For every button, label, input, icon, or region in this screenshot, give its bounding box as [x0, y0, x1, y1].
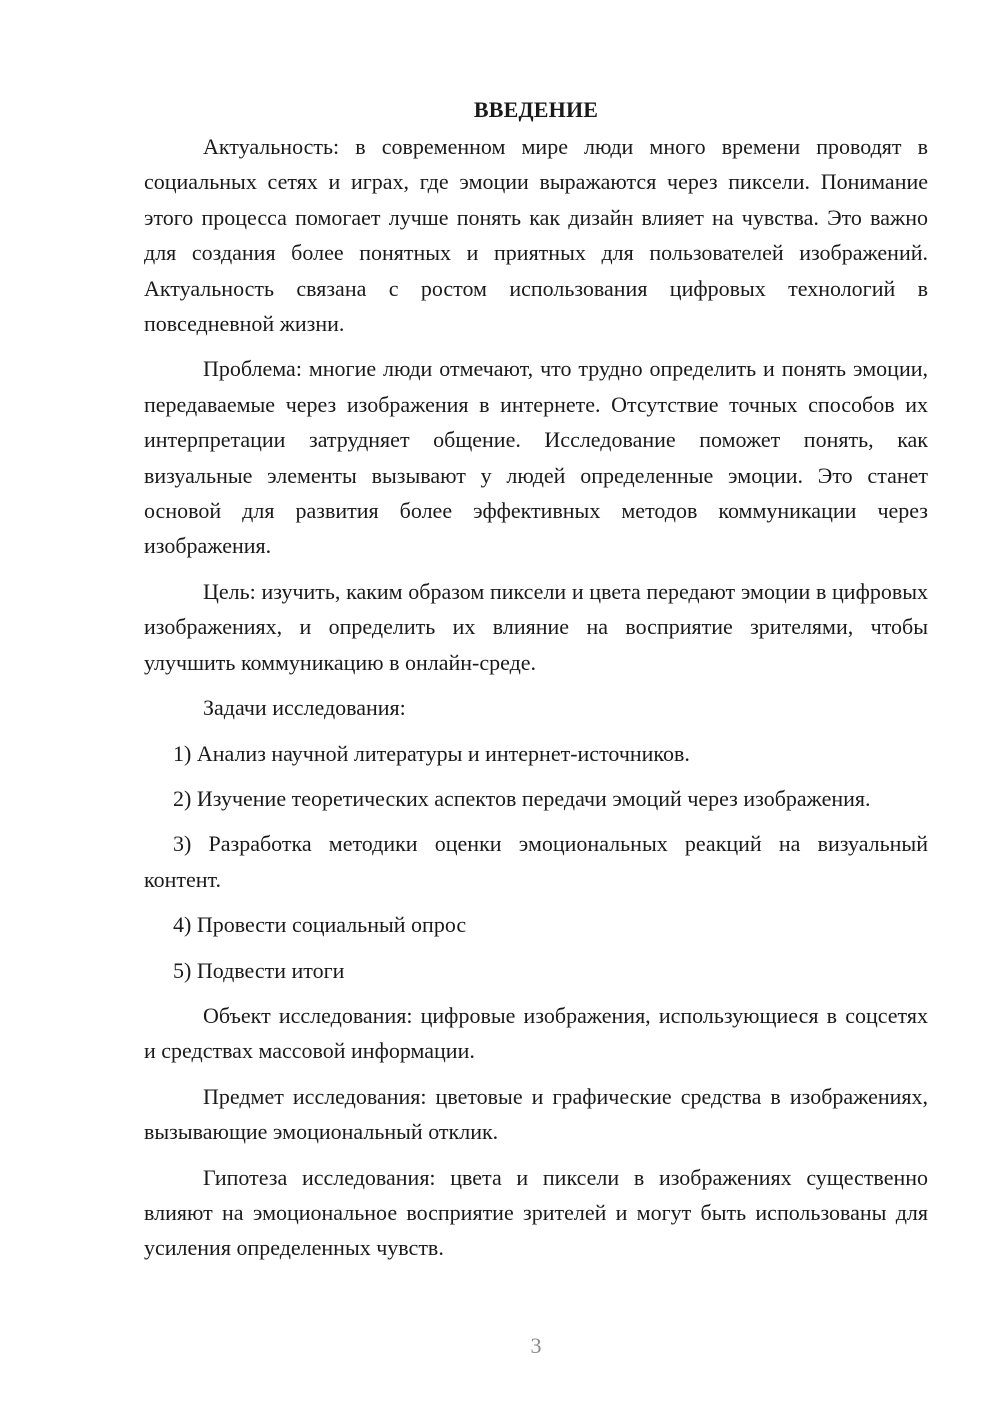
- task-item-4: 4) Провести социальный опрос: [173, 912, 467, 938]
- document-page: [144, 92, 928, 1276]
- section-title: ВВЕДЕНИЕ: [473, 97, 599, 122]
- problem-paragraph: Проблема: многие люди отмечают, что трудно определить и понять эмоции, передаваемые через изображения в интернете. Отсутствие точных способов их интерпретации затрудняет общение. Исследование поможет понять, как визуальные элементы вызывают у людей определенные эмоции. Это станет основой для развития более эффективных методов коммуникации через изображения.: [144, 356, 928, 559]
- tasks-heading: Задачи исследования:: [203, 695, 406, 721]
- task-item-1: 1) Анализ научной литературы и интернет-источников.: [173, 740, 690, 766]
- task-item-5: 5) Подвести итоги: [173, 957, 345, 983]
- goal-paragraph: Цель: изучить, каким образом пиксели и цвета передают эмоции в цифровых изображениях, и определить их влияние на восприятие зрителями, чтобы улучшить коммуникацию в онлайн-среде.: [144, 578, 928, 675]
- object-paragraph: Объект исследования: цифровые изображения, использующиеся в соцсетях и средствах массовой информации.: [144, 1002, 928, 1064]
- subject-paragraph: Предмет исследования: цветовые и графические средства в изображениях, вызывающие эмоциональный отклик.: [144, 1083, 928, 1145]
- page-number: 3: [530, 1333, 542, 1358]
- task-item-2: 2) Изучение теоретических аспектов передачи эмоций через изображения.: [173, 785, 871, 811]
- hypothesis-paragraph: Гипотеза исследования: цвета и пиксели в изображениях существенно влияют на эмоциональное восприятие зрителей и могут быть использованы для усиления определенных чувств.: [144, 1164, 928, 1261]
- relevance-paragraph: Актуальность: в современном мире люди много времени проводят в социальных сетях и играх, где эмоции выражаются через пиксели. Понимание этого процесса помогает лучше понять как дизайн влияет на чувства. Это важно для создания более понятных и приятных для пользователей изображений. Актуальность связана с ростом использования цифровых технологий в повседневной жизни.: [144, 134, 928, 337]
- task-item-3: 3) Разработка методики оценки эмоциональных реакций на визуальный контент.: [144, 831, 928, 892]
